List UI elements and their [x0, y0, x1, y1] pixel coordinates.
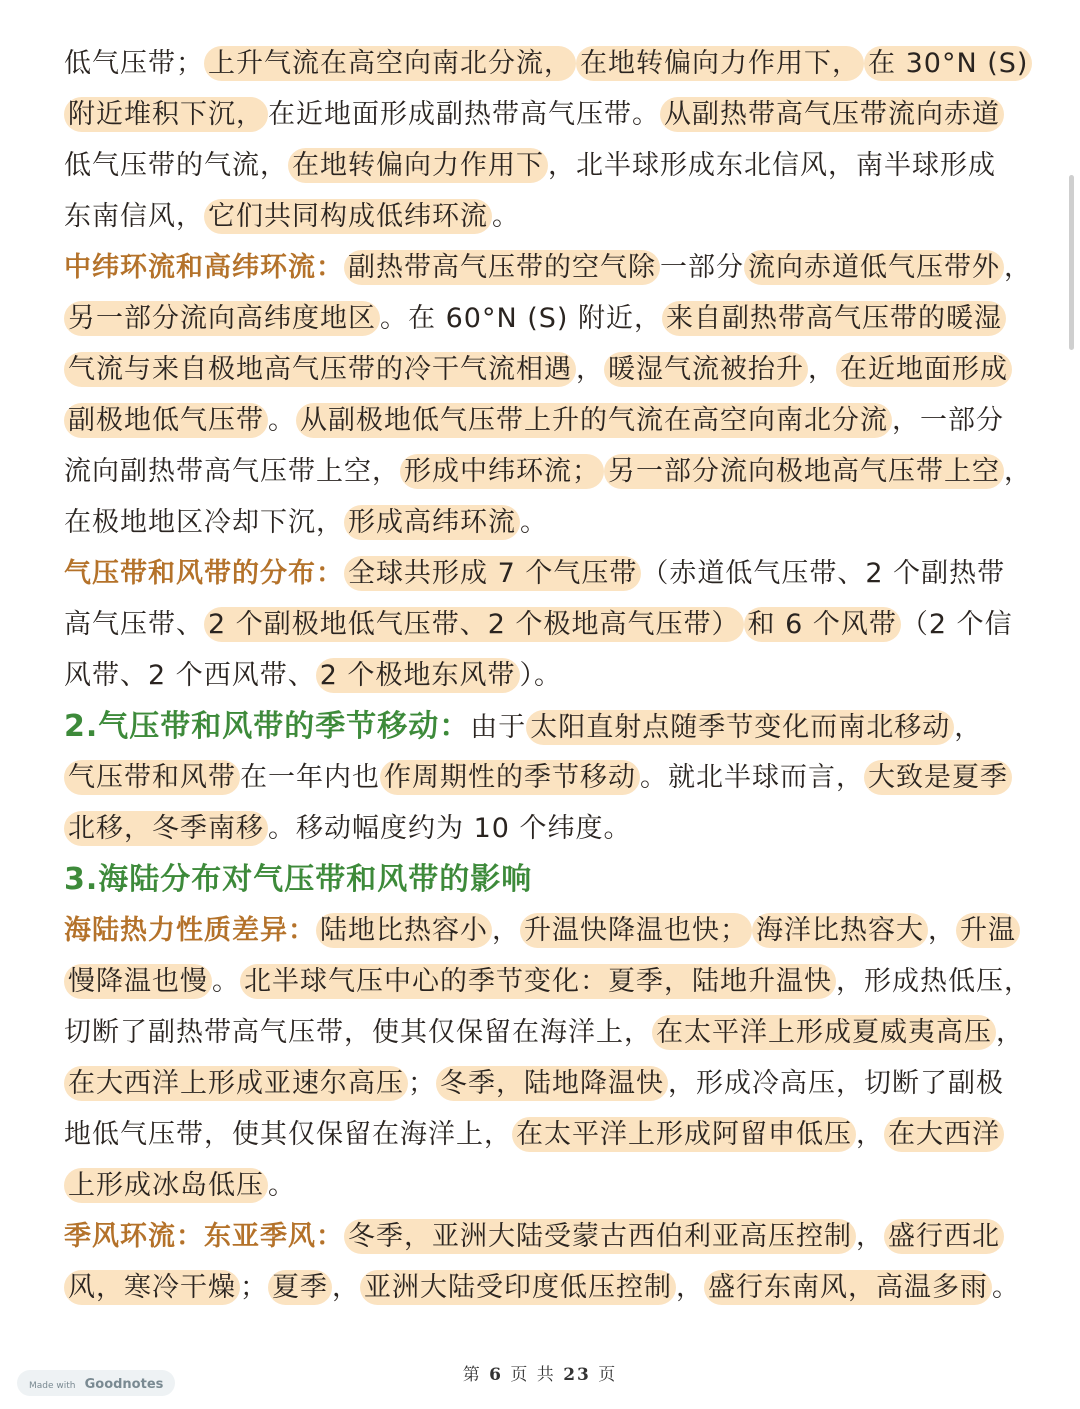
section-heading: 季风环流：东亚季风：	[64, 1221, 344, 1252]
highlighted-text: 暖湿气流被抬升	[604, 352, 808, 387]
page-total: 23	[563, 1365, 591, 1385]
highlighted-text: 大致是夏季	[864, 760, 1012, 795]
text-run: 低气压带；	[64, 48, 204, 79]
highlighted-text: 北半球气压中心的季节变化：夏季，陆地升温快	[240, 964, 836, 999]
text-run: 东南信风，	[64, 201, 204, 232]
highlighted-text: 在大西洋	[884, 1117, 1004, 1152]
highlighted-text: 流向赤道低气压带外	[744, 250, 1004, 285]
highlighted-text: 在太平洋上形成夏威夷高压	[652, 1015, 996, 1050]
highlighted-text: 风，寒冷干燥	[64, 1270, 240, 1305]
text-line	[64, 599, 1024, 650]
text-run: 。在 60°N (S) 附近，	[380, 303, 663, 334]
highlighted-text: 从副极地低气压带上升的气流在高空向南北分流	[296, 403, 892, 438]
text-run: ，	[996, 1017, 1024, 1048]
text-line	[64, 191, 1024, 242]
text-run: ）。	[519, 660, 563, 691]
text-line	[64, 1058, 1024, 1109]
text-run: （赤道低气压带、2 个副热带	[641, 558, 1006, 589]
text-run: 低气压带的气流，	[64, 150, 288, 181]
highlighted-text: 作周期性的季节移动	[380, 760, 640, 795]
text-line	[64, 1211, 1024, 1262]
highlighted-text: 太阳直射点随季节变化而南北移动	[526, 710, 954, 745]
highlighted-text: 另一部分流向高纬度地区	[64, 301, 380, 336]
text-line	[64, 905, 1024, 956]
highlighted-text: 海洋比热容大	[752, 913, 928, 948]
goodnotes-badge	[17, 1370, 175, 1396]
text-line	[64, 395, 1024, 446]
text-line	[64, 701, 1024, 752]
text-line	[64, 752, 1024, 803]
highlighted-text: 在地转偏向力作用下，	[576, 46, 864, 81]
text-run: ，	[954, 712, 983, 743]
text-run: 风带、2 个西风带、	[64, 660, 316, 691]
text-run: ，	[1004, 252, 1032, 283]
footer-suffix: 页	[598, 1365, 618, 1385]
text-line	[64, 446, 1032, 497]
highlighted-text: 亚洲大陆受印度低压控制	[360, 1270, 676, 1305]
text-line	[64, 293, 1024, 344]
highlighted-text: 副热带高气压带的空气除	[344, 250, 660, 285]
numbered-heading: 3.海陆分布对气压带和风带的影响	[64, 862, 533, 897]
text-run: ，	[808, 354, 836, 385]
highlighted-text: 慢降温也慢	[64, 964, 212, 999]
highlighted-text: 2 个副极地低气压带、2 个极地高气压带）	[204, 607, 744, 642]
highlighted-text: 形成中纬环流；	[400, 454, 604, 489]
text-line	[64, 89, 1024, 140]
highlighted-text: 副极地低气压带	[64, 403, 268, 438]
text-run: 。	[520, 507, 548, 538]
text-line	[64, 242, 1032, 293]
highlighted-text: 陆地比热容小	[316, 913, 492, 948]
text-line	[64, 497, 1024, 548]
highlighted-text: 在 30°N (S)	[864, 46, 1032, 81]
highlighted-text: 冬季，陆地降温快	[436, 1066, 668, 1101]
highlighted-text: 在地转偏向力作用下	[288, 148, 548, 183]
highlighted-text: 在太平洋上形成阿留申低压	[512, 1117, 856, 1152]
section-heading: 气压带和风带的分布：	[64, 558, 344, 589]
text-run: ，	[856, 1221, 884, 1252]
text-run: 。移动幅度约为 10 个纬度。	[268, 813, 632, 844]
text-run: 。	[268, 1170, 296, 1201]
text-run: ，	[332, 1272, 360, 1303]
highlighted-text: 2 个极地东风带	[316, 658, 520, 693]
badge-prefix: Made with	[29, 1381, 76, 1391]
text-run: ，	[576, 354, 604, 385]
text-line	[64, 1262, 1024, 1313]
highlighted-text: 冬季，亚洲大陆受蒙古西伯利亚高压控制	[344, 1219, 856, 1254]
text-run: 在一年内也	[240, 762, 380, 793]
section-heading: 中纬环流和高纬环流：	[64, 252, 344, 283]
highlighted-text: 另一部分流向极地高气压带上空	[604, 454, 1004, 489]
text-run: ，形成冷高压，切断了副极	[668, 1068, 1004, 1099]
text-line	[64, 854, 1024, 905]
text-run: ，	[492, 915, 520, 946]
footer-prefix: 第	[462, 1365, 482, 1385]
text-run: 在极地地区冷却下沉，	[64, 507, 344, 538]
text-run: 地低气压带，使其仅保留在海洋上，	[64, 1119, 512, 1150]
text-line	[64, 548, 1024, 599]
highlighted-text: 盛行西北	[884, 1219, 1004, 1254]
text-line	[64, 650, 1024, 701]
text-run: 一部分	[660, 252, 744, 283]
text-line	[64, 1160, 1024, 1211]
highlighted-text: 升温快降温也快；	[520, 913, 752, 948]
text-run: （2 个信	[900, 609, 1013, 640]
text-run: 流向副热带高气压带上空，	[64, 456, 400, 487]
highlighted-text: 在近地面形成	[836, 352, 1012, 387]
text-run: 由于	[470, 712, 527, 743]
text-run: ，	[928, 915, 956, 946]
highlighted-text: 气流与来自极地高气压带的冷干气流相遇	[64, 352, 576, 387]
highlighted-text: 北移，冬季南移	[64, 811, 268, 846]
text-run: ，	[1004, 456, 1032, 487]
highlighted-text: 全球共形成 7 个气压带	[344, 556, 641, 591]
text-run: ，一部分	[892, 405, 1004, 436]
text-run: 高气压带、	[64, 609, 204, 640]
page-number: 6	[489, 1365, 503, 1385]
text-run: 在近地面形成副热带高气压带。	[268, 99, 660, 130]
text-run: 。	[992, 1272, 1020, 1303]
highlighted-text: 升温	[956, 913, 1020, 948]
text-line	[64, 344, 1024, 395]
badge-brand: Goodnotes	[84, 1377, 164, 1392]
highlighted-text: 它们共同构成低纬环流	[204, 199, 492, 234]
notes-body	[64, 38, 1032, 1313]
text-run: 切断了副热带高气压带，使其仅保留在海洋上，	[64, 1017, 652, 1048]
text-run: 。	[212, 966, 240, 997]
text-run: ，北半球形成东北信风，南半球形成	[548, 150, 996, 181]
highlighted-text: 和 6 个风带	[744, 607, 901, 642]
text-line	[64, 1007, 1024, 1058]
text-run: 。	[492, 201, 520, 232]
highlighted-text: 形成高纬环流	[344, 505, 520, 540]
text-line	[64, 1109, 1024, 1160]
highlighted-text: 夏季	[268, 1270, 332, 1305]
highlighted-text: 盛行东南风，高温多雨	[704, 1270, 992, 1305]
text-line	[64, 956, 1032, 1007]
highlighted-text: 附近堆积下沉，	[64, 97, 268, 132]
text-line	[64, 803, 1024, 854]
text-run: 。	[268, 405, 296, 436]
text-line	[64, 38, 1029, 89]
text-run: 。就北半球而言，	[640, 762, 864, 793]
highlighted-text: 气压带和风带	[64, 760, 240, 795]
highlighted-text: 来自副热带高气压带的暖湿	[662, 301, 1006, 336]
text-run: ，	[856, 1119, 884, 1150]
text-line	[64, 140, 1024, 191]
numbered-heading: 2.气压带和风带的季节移动：	[64, 709, 471, 744]
highlighted-text: 从副热带高气压带流向赤道	[660, 97, 1004, 132]
text-run: ，	[676, 1272, 704, 1303]
section-heading: 海陆热力性质差异：	[64, 915, 316, 946]
text-run: ，形成热低压，	[836, 966, 1032, 997]
highlighted-text: 上形成冰岛低压	[64, 1168, 268, 1203]
scrollbar[interactable]	[1069, 175, 1074, 350]
footer-middle: 页 共	[510, 1365, 556, 1385]
text-run: ；	[240, 1272, 268, 1303]
text-run: ；	[408, 1068, 436, 1099]
highlighted-text: 在大西洋上形成亚速尔高压	[64, 1066, 408, 1101]
highlighted-text: 上升气流在高空向南北分流，	[204, 46, 576, 81]
